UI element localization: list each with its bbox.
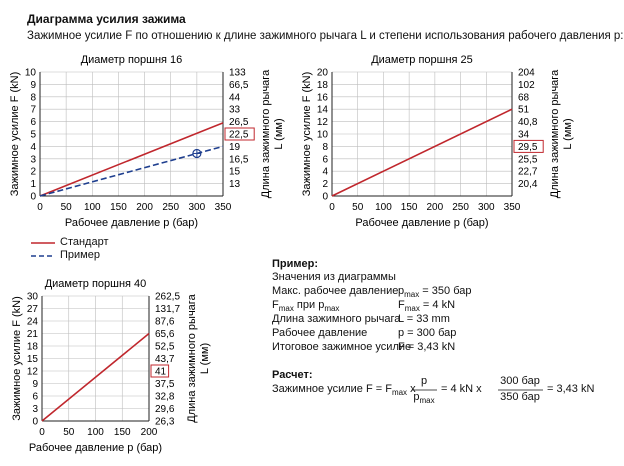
- example-row-label: Рабочее давление: [272, 327, 368, 339]
- calc-frac2-den: 350 бар: [500, 391, 540, 403]
- calc-frac1-den: $p_{max}$: [413, 391, 435, 406]
- y-tick-label: 12: [316, 117, 328, 129]
- y2-tick-label: 29,6: [155, 404, 175, 415]
- y-tick-label: 8: [322, 141, 328, 153]
- y-tick-label: 0: [322, 191, 328, 203]
- y-tick-label: 6: [322, 154, 328, 166]
- y2-axis-label-unit: L (мм): [562, 118, 574, 150]
- y-tick-label: 24: [26, 316, 38, 328]
- y2-tick-label: 20,4: [518, 179, 538, 191]
- y2-tick-label: 19: [229, 141, 241, 153]
- y2-tick-label: 34: [518, 129, 530, 141]
- y2-axis-label-unit: L (мм): [199, 342, 211, 375]
- y2-tick-label: 51: [518, 104, 530, 116]
- y2-tick-label: 262,5: [155, 291, 181, 303]
- x-tick-label: 150: [110, 202, 127, 213]
- calc-frac1-num: p: [420, 375, 428, 387]
- x-tick-label: 200: [426, 202, 444, 213]
- y-axis-label: Зажимное усилие F (kN): [301, 71, 313, 197]
- y-tick-label: 27: [26, 304, 38, 315]
- y2-tick-label: 22,7: [518, 166, 538, 178]
- y-tick-label: 9: [30, 79, 36, 91]
- y-tick-label: 6: [30, 117, 36, 129]
- example-intro: Значения из диаграммы: [272, 271, 396, 283]
- y2-axis-label: Длина зажимного рычага: [186, 294, 198, 423]
- y-tick-label: 3: [30, 154, 36, 166]
- x-tick-label: 50: [60, 202, 72, 213]
- example-row-value: p = 300 бар: [398, 327, 457, 339]
- x-tick-label: 350: [214, 202, 232, 213]
- page-subtitle: Зажимное усилие F по отношению к длине зажимного рычага L и степени использования рабочего давления p:: [27, 30, 624, 42]
- y-tick-label: 3: [32, 404, 38, 415]
- calc-mid: = 4 kN x: [441, 383, 482, 395]
- y-tick-label: 2: [30, 166, 36, 178]
- y-tick-label: 6: [32, 391, 38, 403]
- calc-lhs: Зажимное усилие $F = F_{max}$ x: [272, 383, 416, 398]
- example-row-value: $F_{max} = 4$ kN: [398, 299, 456, 314]
- y2-tick-label: 52,5: [155, 341, 175, 353]
- y-tick-label: 9: [32, 379, 38, 390]
- y2-tick-label: 133: [229, 67, 246, 79]
- y2-tick-label: 65,6: [155, 329, 175, 340]
- y2-tick-label: 26,5: [229, 117, 249, 129]
- y2-tick-label: 131,7: [155, 304, 181, 315]
- legend-standard-label: Стандарт: [60, 236, 109, 248]
- x-axis-label: Рабочее давление p (бар): [64, 217, 199, 229]
- x-tick-label: 250: [162, 202, 180, 213]
- y2-tick-label: 41: [155, 366, 167, 378]
- y-tick-label: 4: [322, 166, 328, 178]
- y-tick-label: 10: [24, 67, 36, 79]
- x-tick-label: 50: [63, 427, 75, 438]
- example-row-label: Итоговое зажимное усилие: [272, 341, 412, 353]
- y2-tick-label: 22,5: [229, 129, 249, 141]
- y-tick-label: 14: [316, 104, 328, 116]
- y-tick-label: 12: [26, 366, 38, 378]
- y2-tick-label: 43,7: [155, 354, 175, 365]
- y2-axis-label: Длина зажимного рычага: [549, 69, 561, 199]
- x-tick-label: 0: [329, 202, 335, 213]
- example-row-value: L = 33 mm: [398, 313, 450, 325]
- y-tick-label: 18: [26, 341, 38, 353]
- y-tick-label: 0: [32, 416, 38, 428]
- y-tick-label: 20: [316, 67, 328, 79]
- x-tick-label: 250: [452, 202, 469, 213]
- example-heading: Пример:: [272, 258, 319, 270]
- y2-tick-label: 33: [229, 104, 241, 116]
- calc-heading: Расчет:: [272, 369, 313, 381]
- y-tick-label: 0: [30, 191, 36, 203]
- y-tick-label: 8: [30, 92, 36, 104]
- x-tick-label: 300: [477, 202, 495, 213]
- calc-frac2-num: 300 бар: [500, 375, 540, 387]
- y-tick-label: 21: [26, 329, 38, 340]
- chart-title: Диаметр поршня 16: [80, 54, 183, 66]
- x-tick-label: 100: [87, 427, 104, 438]
- series-line: [332, 109, 512, 196]
- x-tick-label: 0: [37, 202, 43, 213]
- example-row-value: F = 3,43 kN: [398, 341, 456, 353]
- y2-axis-label: Длина зажимного рычага: [260, 69, 272, 199]
- y-tick-label: 10: [316, 129, 328, 141]
- y-tick-label: 2: [322, 179, 328, 191]
- y2-tick-label: 37,5: [155, 379, 175, 390]
- x-tick-label: 50: [352, 202, 364, 213]
- x-tick-label: 0: [39, 427, 45, 438]
- example-row-label: Макс. рабочее давление: [272, 285, 399, 297]
- y2-tick-label: 204: [518, 67, 535, 79]
- y2-tick-label: 40,8: [518, 117, 538, 129]
- y2-tick-label: 26,3: [155, 416, 175, 428]
- y-tick-label: 18: [316, 79, 328, 91]
- y2-tick-label: 25,5: [518, 154, 538, 166]
- y-axis-label: Зажимное усилие F (kN): [9, 71, 21, 197]
- y2-tick-label: 15: [229, 166, 241, 178]
- y-tick-label: 5: [30, 129, 36, 141]
- x-tick-label: 150: [400, 202, 418, 213]
- x-axis-label: Рабочее давление p (бар): [28, 442, 163, 454]
- x-tick-label: 100: [375, 202, 392, 213]
- x-tick-label: 300: [188, 202, 206, 213]
- y2-tick-label: 102: [518, 79, 535, 91]
- x-tick-label: 200: [136, 202, 153, 213]
- x-tick-label: 100: [83, 202, 101, 213]
- y-tick-label: 4: [30, 141, 36, 153]
- y2-tick-label: 44: [229, 92, 241, 104]
- y2-tick-label: 13: [229, 179, 241, 191]
- example-row-value: $p_{max} = 350$ бар: [398, 285, 472, 300]
- y2-tick-label: 16,5: [229, 154, 249, 166]
- y2-tick-label: 32,8: [155, 391, 175, 403]
- example-row-label: Длина зажимного рычага: [272, 313, 401, 325]
- page-title: Диаграмма усилия зажима: [27, 12, 186, 26]
- x-axis-label: Рабочее давление p (бар): [355, 217, 489, 229]
- y2-tick-label: 66,5: [229, 79, 249, 91]
- chart-title: Диаметр поршня 25: [371, 54, 473, 66]
- y-tick-label: 1: [30, 179, 36, 191]
- y-axis-label: Зажимное усилие F (kN): [11, 296, 23, 421]
- example-row-label: $F_{max}$ при $p_{max}$: [272, 299, 340, 314]
- y2-axis-label-unit: L (мм): [273, 118, 285, 150]
- x-tick-label: 150: [113, 427, 131, 438]
- x-tick-label: 350: [503, 202, 521, 213]
- chart-title: Диаметр поршня 40: [44, 278, 147, 290]
- y2-tick-label: 87,6: [155, 316, 175, 328]
- y-tick-label: 15: [26, 354, 38, 365]
- y2-tick-label: 29,5: [518, 141, 538, 153]
- y-tick-label: 16: [316, 92, 328, 104]
- y-tick-label: 7: [30, 104, 36, 116]
- calc-result: = 3,43 kN: [547, 383, 595, 395]
- x-tick-label: 200: [140, 427, 158, 438]
- y-tick-label: 30: [26, 291, 38, 303]
- legend-example-label: Пример: [60, 249, 100, 261]
- y2-tick-label: 68: [518, 92, 530, 104]
